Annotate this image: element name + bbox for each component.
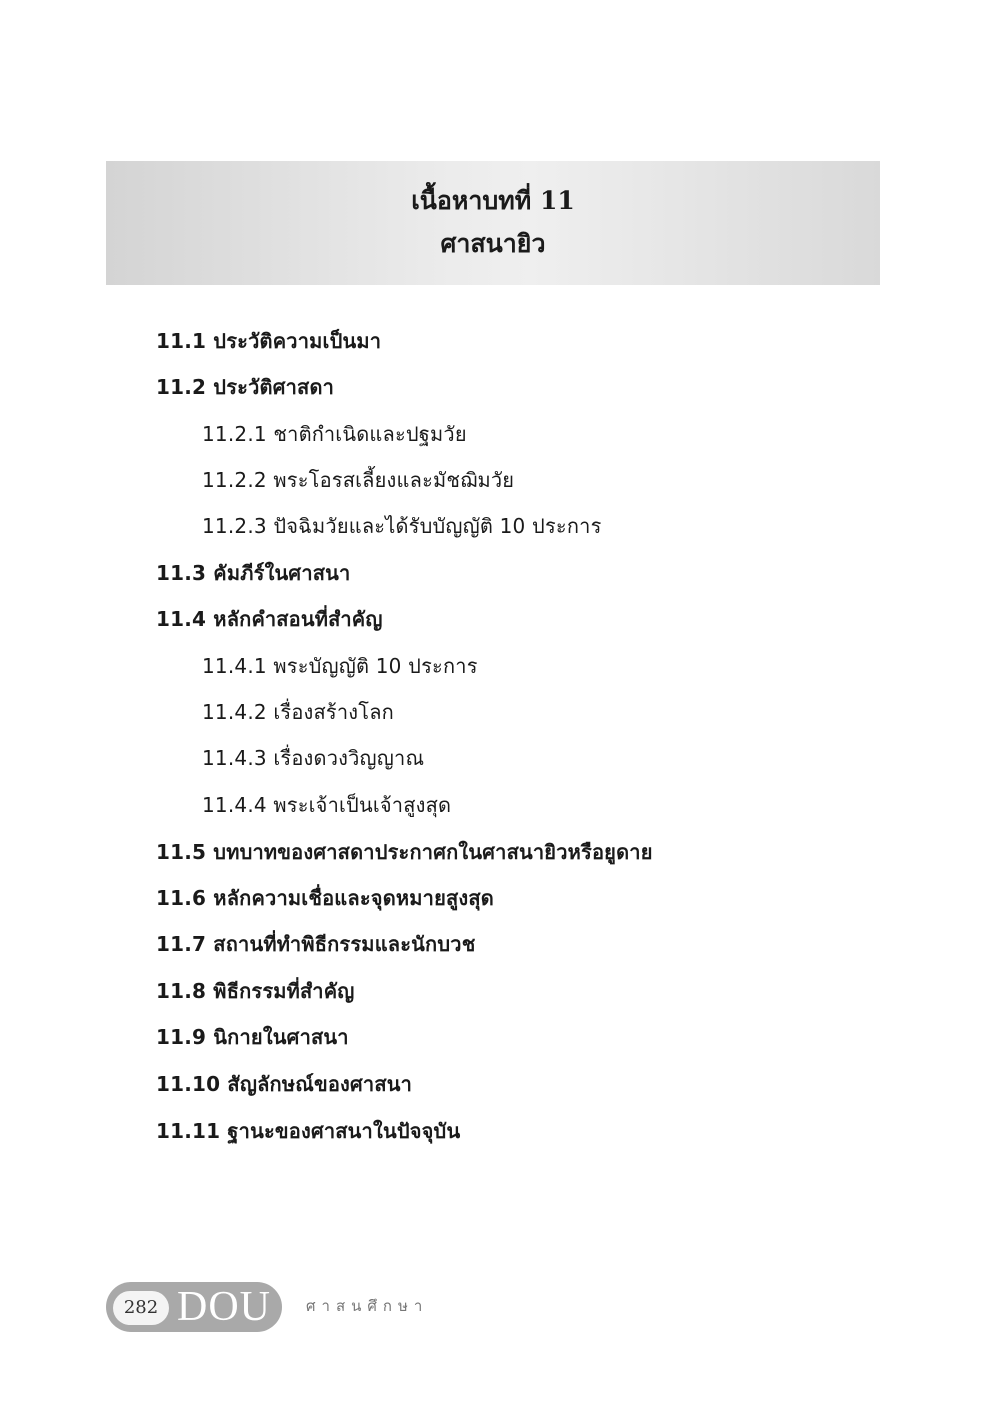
toc-item: 11.4 หลักคำสอนที่สำคัญ [156, 607, 383, 631]
toc-subitem: 11.4.3 เรื่องดวงวิญญาณ [202, 746, 425, 770]
toc-subitem: 11.4.2 เรื่องสร้างโลก [202, 700, 394, 724]
toc-item: 11.5 บทบาทของศาสดาประกาศกในศาสนายิวหรือยูดาย [156, 840, 653, 864]
page-number: 282 [113, 1291, 169, 1325]
toc-item: 11.9 นิกายในศาสนา [156, 1025, 349, 1049]
toc-item: 11.10 สัญลักษณ์ของศาสนา [156, 1072, 413, 1096]
toc-item: 11.3 คัมภีร์ในศาสนา [156, 561, 351, 585]
dou-logo: DOU [177, 1284, 271, 1330]
toc-item: 11.6 หลักความเชื่อและจุดหมายสูงสุด [156, 886, 494, 910]
toc-item: 11.7 สถานที่ทำพิธีกรรมและนักบวช [156, 932, 476, 956]
toc-subitem: 11.4.4 พระเจ้าเป็นเจ้าสูงสุด [202, 793, 452, 817]
toc-subitem: 11.2.2 พระโอรสเลี้ยงและมัชฌิมวัย [202, 468, 515, 492]
toc-subitem: 11.2.3 ปัจฉิมวัยและได้รับบัญญัติ 10 ประการ [202, 514, 602, 538]
chapter-number-title: เนื้อหาบทที่ 11 [411, 186, 575, 215]
toc-item: 11.11 ฐานะของศาสนาในปัจจุบัน [156, 1119, 461, 1143]
toc-item: 11.1 ประวัติความเป็นมา [156, 329, 382, 353]
toc-item: 11.2 ประวัติศาสดา [156, 375, 335, 399]
chapter-header [106, 161, 880, 285]
chapter-subject-title: ศาสนายิว [440, 229, 546, 258]
toc-item: 11.8 พิธีกรรมที่สำคัญ [156, 979, 355, 1003]
toc-subitem: 11.2.1 ชาติกำเนิดและปฐมวัย [202, 422, 467, 446]
toc-subitem: 11.4.1 พระบัญญัติ 10 ประการ [202, 654, 478, 678]
course-name: ศาสนศึกษา [306, 1297, 429, 1315]
